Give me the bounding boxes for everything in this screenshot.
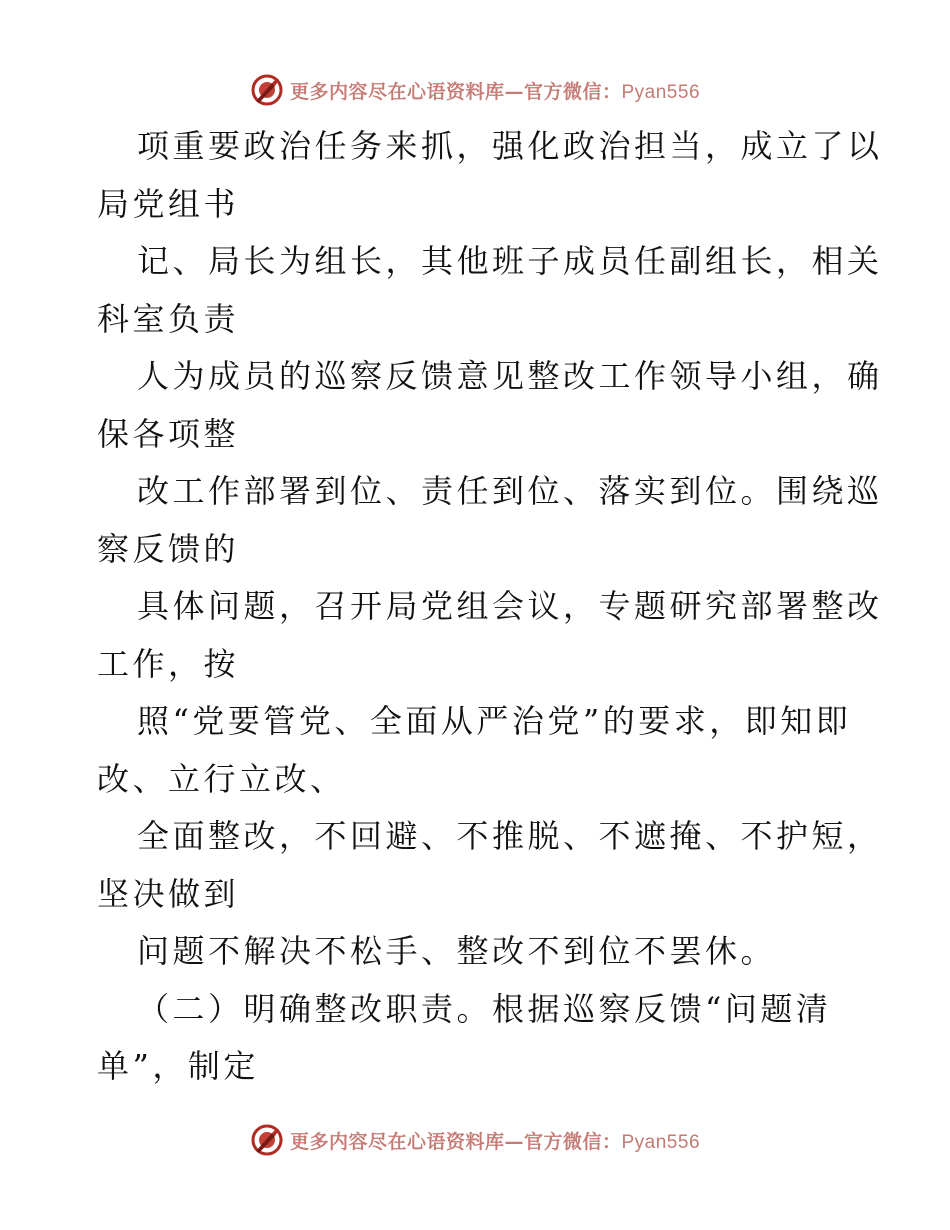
text-line: 具体问题，召开局党组会议，专题研究部署整改 [137, 587, 883, 625]
footer-watermark [0, 1120, 950, 1160]
text-line: 问题不解决不松手、整改不到位不罢休。 [137, 932, 777, 970]
text-line: 科室负责 [97, 299, 240, 338]
watermark-handle: Pyan556 [621, 1131, 701, 1153]
watermark-text: 更多内容尽在心语资料库—官方微信：Pyan556 [289, 80, 701, 103]
text-line: 改、立行立改、 [97, 759, 346, 798]
text-line: 记、局长为组长，其他班子成员任副组长，相关 [137, 242, 883, 280]
seal-logo-icon [250, 73, 284, 107]
text-line: 察反馈的 [97, 529, 240, 568]
watermark-text: 更多内容尽在心语资料库—官方微信：Pyan556 [289, 1130, 701, 1153]
text-line: 工作，按 [97, 644, 240, 683]
text-line: 项重要政治任务来抓，强化政治担当，成立了以 [137, 127, 883, 165]
text-line: 照“党要管党、全面从严治党”的要求，即知即 [137, 702, 852, 740]
seal-logo-icon [250, 1123, 284, 1157]
text-line: 保各项整 [97, 414, 240, 453]
text-line: 全面整改，不回避、不推脱、不遮掩、不护短， [137, 817, 883, 855]
watermark-handle: Pyan556 [621, 81, 701, 103]
text-line: （二）明确整改职责。根据巡察反馈“问题清 [137, 989, 832, 1028]
text-line: 单”，制定 [97, 1047, 259, 1085]
header-watermark [0, 70, 950, 110]
text-line: 坚决做到 [97, 874, 240, 913]
document-body [97, 118, 883, 1096]
text-line: 人为成员的巡察反馈意见整改工作领导小组，确 [137, 357, 883, 395]
text-line: 局党组书 [97, 184, 240, 223]
text-line: 改工作部署到位、责任到位、落实到位。围绕巡 [137, 472, 883, 510]
